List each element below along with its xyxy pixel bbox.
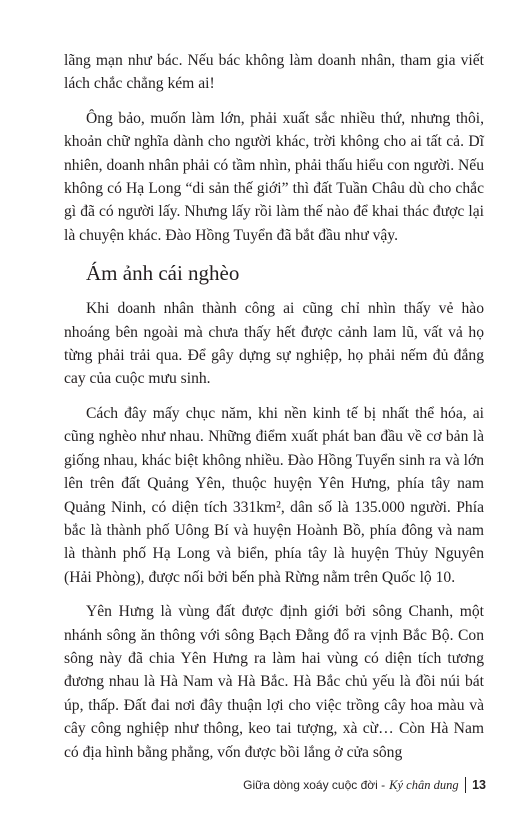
body-text [64,49,484,775]
paragraph: Cách đây mấy chục năm, khi nền kinh tế bị nhất thể hóa, ai cũng nghèo như nhau. Những điểm xuất phát ban đầu về cơ bản là giống nhau, khác biệt không nhiều. Đào Hồng Tuyển sinh ra và lớn lên trên đất Quảng Yên, thuộc huyện Yên Hưng, phía tây nam Quảng Ninh, có diện tích 331km², dân số là 135.000 người. Phía bắc là thành phố Uông Bí và huyện Hoành Bồ, phía đông và nam là thành phố Hạ Long và biển, phía tây là huyện Thủy Nguyên (Hải Phòng), được nối bởi bến phà Rừng nằm trên Quốc lộ 10. [64,404,484,586]
running-subtitle: Ký chân dung [389,777,459,792]
paragraph: Khi doanh nhân thành công ai cũng chỉ nhìn thấy vẻ hào nhoáng bên ngoài mà chưa thấy hết được cảnh lam lũ, vất vả họ từng phải trải qua. Để gây dựng sự nghiệp, họ phải nếm đủ đắng cay của cuộc mưu sinh. [64,300,484,388]
paragraph-continued: lãng mạn như bác. Nếu bác không làm doanh nhân, tham gia viết lách chắc chẳng kém ai! [64,52,484,93]
paragraph: Yên Hưng là vùng đất được định giới bởi sông Chanh, một nhánh sông ăn thông với sông Bạch Đằng đổ ra vịnh Bắc Bộ. Con sông này đã chia Yên Hưng ra làm hai vùng có diện tích tương đương nhau là Hà Nam và Hà Bắc. Hà Bắc chủ yếu là đồi núi bát úp, thấp. Đất đai nơi đây thuận lợi cho việc trồng cây hoa màu và cây công nghiệp như thông, keo tai tượng, xà cừ… Còn Hà Nam có địa hình bằng phẳng, vốn được bồi lắng ở cửa sông [64,603,484,761]
page-footer [243,775,486,795]
running-title: Giữa dòng xoáy cuộc đời - [243,778,386,792]
page-number: 13 [472,778,486,792]
paragraph: Ông bảo, muốn làm lớn, phải xuất sắc nhiều thứ, nhưng thôi, khoản chữ nghĩa dành cho người khác, trời không cho ai tất cả. Dĩ nhiên, doanh nhân phải có tầm nhìn, phải thấu hiểu con người. Nếu không có Hạ Long “di sản thế giới” thì đất Tuần Châu dù cho chắc gì đã có người lấy. Nhưng lấy rồi làm thế nào để khai thác được lại là chuyện khác. Đào Hồng Tuyển đã bắt đầu như vậy. [64,109,484,244]
section-heading: Ám ảnh cái nghèo [86,261,240,286]
footer-divider [465,777,467,793]
